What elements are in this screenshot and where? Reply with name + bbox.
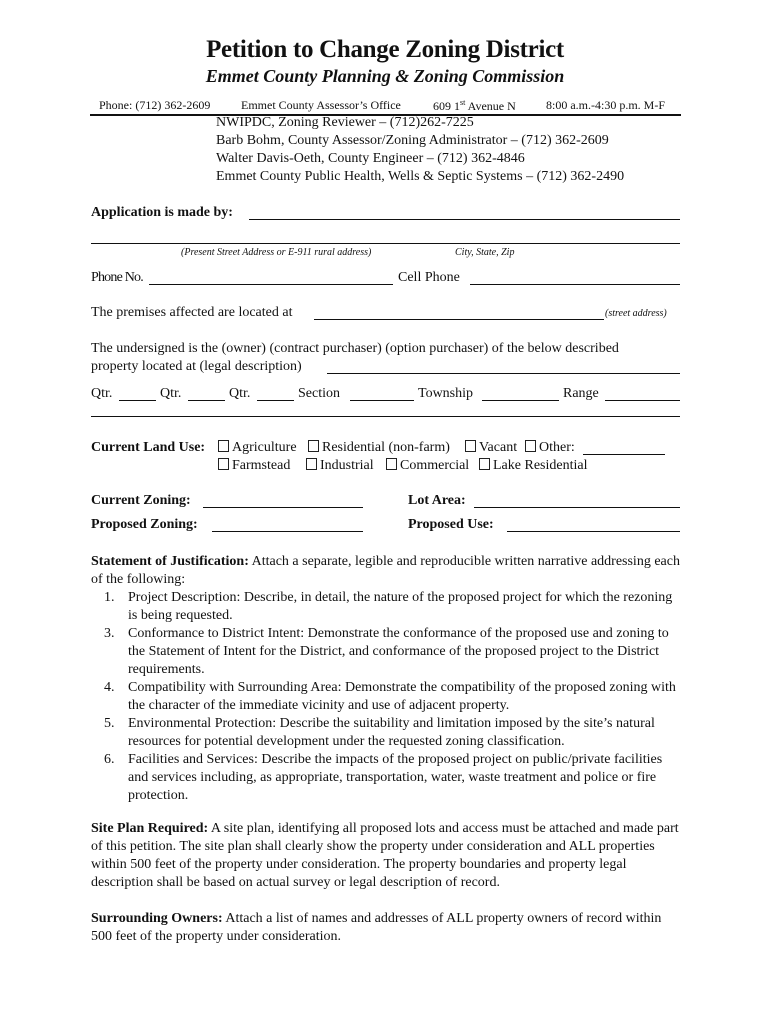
section-label: Section (298, 386, 340, 401)
justification-section (91, 553, 683, 805)
checkbox-icon[interactable] (525, 440, 536, 452)
land-use-option-commercial[interactable]: Commercial (386, 458, 469, 474)
qtr-field[interactable] (257, 400, 294, 401)
street-hint: (street address) (605, 308, 667, 319)
checkbox-icon[interactable] (465, 440, 476, 452)
land-use-option-vacant[interactable]: Vacant (465, 440, 517, 456)
lot-area-field[interactable] (474, 507, 680, 508)
checkbox-icon[interactable] (308, 440, 319, 452)
proposed-use-label: Proposed Use: (408, 517, 494, 532)
checkbox-icon[interactable] (306, 458, 317, 470)
surrounding-owners-section: Surrounding Owners: Attach a list of names and addresses of ALL property owners of record within 500 feet of the property under consideration. (91, 911, 662, 944)
reviewer-line: Emmet County Public Health, Wells & Septic Systems – (712) 362-2490 (216, 169, 625, 184)
justification-intro: Statement of Justification: Attach a separate, legible and reproducible written narrative addressing each of the following: (91, 554, 680, 587)
contact-office: Emmet County Assessor’s Office (241, 98, 401, 112)
qtr-label: Qtr. (91, 386, 113, 401)
justification-item: 4. Compatibility with Surrounding Area: Demonstrate the compatibility of the proposed zoning with the character of the immediate vicinity and use of adjacent property. (104, 680, 676, 713)
legal-description-field[interactable] (327, 373, 680, 374)
lot-area-label: Lot Area: (408, 493, 466, 508)
land-use-option-lake-residential[interactable]: Lake Residential (479, 458, 587, 474)
proposed-zoning-field[interactable] (212, 531, 363, 532)
land-use-label: Current Land Use: (91, 440, 206, 455)
section-field[interactable] (350, 400, 414, 401)
qtr-label: Qtr. (229, 386, 251, 401)
legal-continuation-field[interactable] (91, 416, 680, 417)
township-field[interactable] (482, 400, 559, 401)
page-subtitle: Emmet County Planning & Zoning Commission (205, 66, 565, 86)
checkbox-icon[interactable] (218, 440, 229, 452)
current-zoning-label: Current Zoning: (91, 493, 191, 508)
checkbox-icon[interactable] (386, 458, 397, 470)
application-label: Application is made by: (91, 205, 233, 220)
land-use-option-industrial[interactable]: Industrial (306, 458, 374, 474)
premises-field[interactable] (314, 319, 604, 320)
phone-field[interactable] (149, 284, 393, 285)
land-use-option-other[interactable]: Other: (525, 440, 575, 456)
reviewer-line: NWIPDC, Zoning Reviewer – (712)262-7225 (216, 115, 474, 130)
justification-item: 6. Facilities and Services: Describe the impacts of the proposed project on public/private facilities and services including, as appropriate, transportation, water, waste treatment and police or fire protection. (104, 752, 663, 803)
legal-label: property located at (legal description) (91, 359, 302, 374)
range-field[interactable] (605, 400, 680, 401)
page-title: Petition to Change Zoning District (206, 36, 564, 63)
reviewer-line: Walter Davis-Oeth, County Engineer – (712) 362-4846 (216, 151, 525, 166)
site-plan-section: Site Plan Required: A site plan, identifying all proposed lots and access must be attached and made part of this petition. The site plan shall clearly show the property under consideration and ALL properties within 500 feet of the property under consideration. The property boundaries and property legal description shall be based on actual survey or legal description of record. (91, 821, 679, 890)
reviewer-line: Barb Bohm, County Assessor/Zoning Administrator – (712) 362-2609 (216, 133, 609, 148)
land-use-option-farmstead[interactable]: Farmstead (218, 458, 290, 474)
land-use-option-agriculture[interactable]: Agriculture (218, 440, 297, 456)
proposed-use-field[interactable] (507, 531, 680, 532)
city-hint: City, State, Zip (455, 247, 515, 258)
justification-item: 5. Environmental Protection: Describe the suitability and limitation imposed by the site’s natural resources for potential development under the requested zoning classification. (104, 716, 655, 749)
checkbox-icon[interactable] (479, 458, 490, 470)
qtr-label: Qtr. (160, 386, 182, 401)
contact-hours: 8:00 a.m.-4:30 p.m. M-F (546, 98, 665, 112)
current-zoning-field[interactable] (203, 507, 363, 508)
contact-address: 609 1st Avenue N (433, 98, 516, 113)
qtr-field[interactable] (119, 400, 156, 401)
cell-field[interactable] (470, 284, 680, 285)
cell-label: Cell Phone (398, 270, 460, 285)
township-label: Township (418, 386, 474, 401)
checkbox-icon[interactable] (218, 458, 229, 470)
application-name-field[interactable] (249, 219, 680, 220)
justification-item: 1. Project Description: Describe, in detail, the nature of the proposed project for which the rezoning is being requested. (104, 590, 673, 623)
other-use-field[interactable] (583, 454, 665, 455)
qtr-field[interactable] (188, 400, 225, 401)
premises-label: The premises affected are located at (91, 305, 293, 320)
phone-label: Phone No. (91, 270, 143, 285)
proposed-zoning-label: Proposed Zoning: (91, 517, 198, 532)
address-hint: (Present Street Address or E-911 rural address) (181, 247, 372, 258)
owner-text: The undersigned is the (owner) (contract purchaser) (option purchaser) of the below described (91, 341, 619, 356)
land-use-option-residential[interactable]: Residential (non-farm) (308, 440, 450, 456)
justification-item: 3. Conformance to District Intent: Demonstrate the conformance of the proposed use and zoning to the Statement of Intent for the District, and conformance of the proposed project to the District requirements. (104, 626, 669, 677)
contact-phone: Phone: (712) 362-2609 (99, 98, 211, 112)
range-label: Range (563, 386, 599, 401)
application-address-field[interactable] (91, 243, 680, 244)
